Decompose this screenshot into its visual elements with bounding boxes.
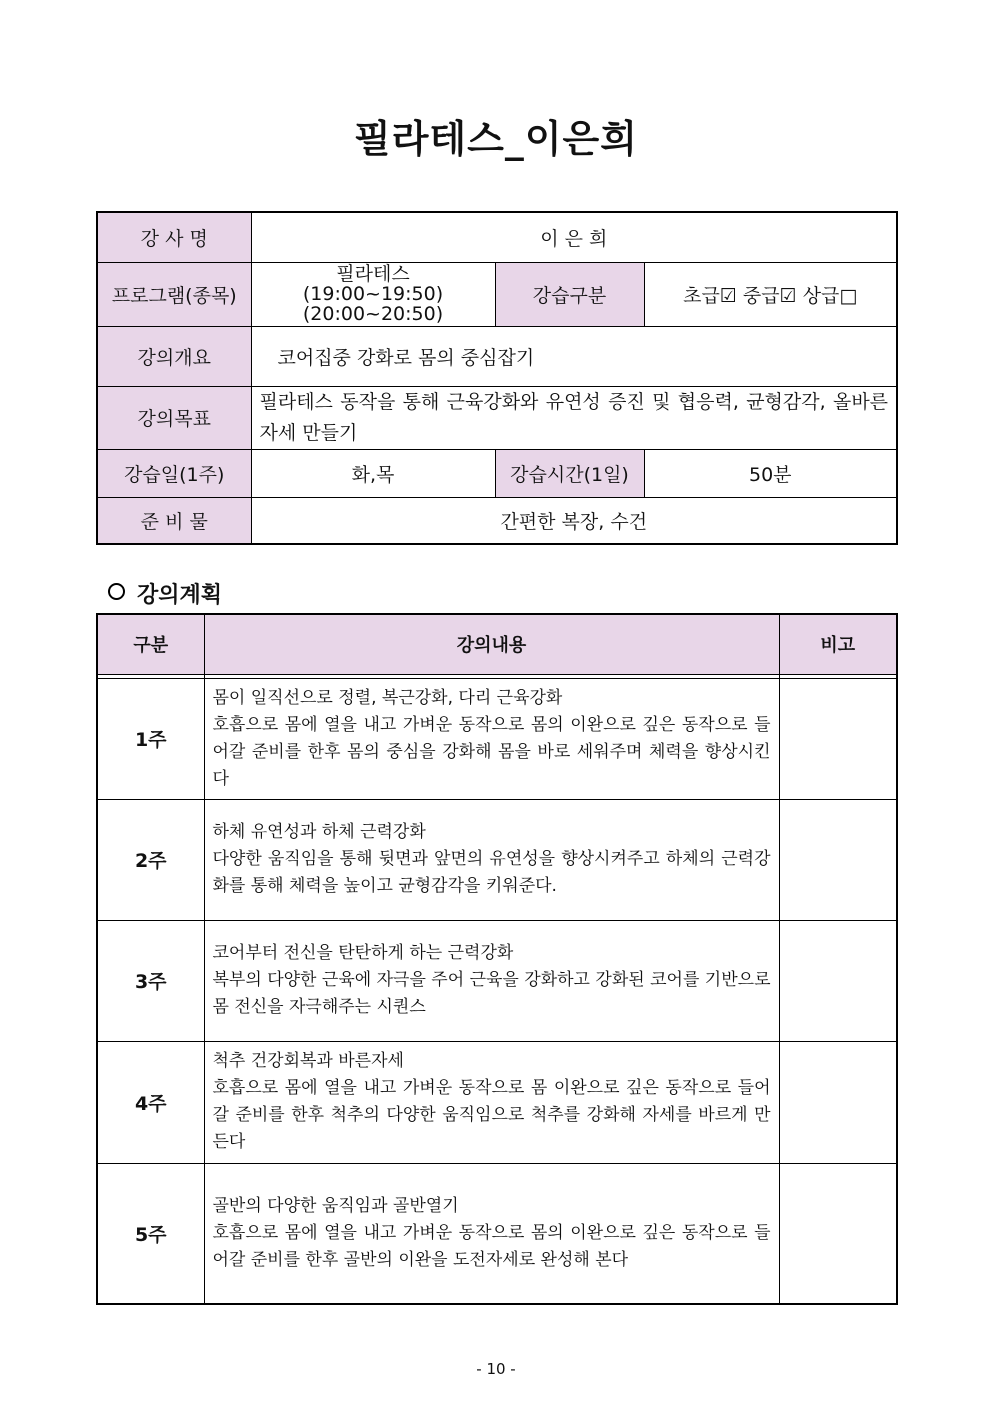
note-cell bbox=[779, 799, 897, 920]
table-row bbox=[97, 1041, 897, 1163]
level-label: 강습구분 bbox=[495, 262, 644, 326]
program-label: 프로그램(종목) bbox=[97, 262, 251, 326]
instructor-value: 이 은 희 bbox=[251, 212, 897, 262]
content-cell: 골반의 다양한 움직임과 골반열기 호흡으로 몸에 열을 내고 가벼운 동작으로 몸의 이완으로 깊은 동작으로 들어갈 준비를 한후 골반의 이완을 도전자세로 완성해 본다 bbox=[204, 1163, 779, 1304]
overview-value: 코어집중 강화로 몸의 중심잡기 bbox=[251, 326, 897, 386]
duration-label: 강습시간(1일) bbox=[495, 449, 644, 497]
plan-table bbox=[96, 613, 898, 1305]
table-row bbox=[97, 920, 897, 1041]
content-cell: 척추 건강회복과 바른자세 호흡으로 몸에 열을 내고 가벼운 동작으로 몸 이완으로 깊은 동작으로 들어갈 준비를 한후 척추의 다양한 움직임으로 척추를 강화해 자세를 바르게 만든다 bbox=[204, 1041, 779, 1163]
header-week: 구분 bbox=[97, 614, 204, 674]
week-cell: 2주 bbox=[97, 799, 204, 920]
program-name: 필라테스 bbox=[336, 263, 410, 285]
page-title: 필라테스_이은희 bbox=[354, 117, 638, 161]
week-cell: 5주 bbox=[97, 1163, 204, 1304]
program-time-1: (19:00~19:50) bbox=[302, 283, 444, 305]
table-row bbox=[97, 799, 897, 920]
note-cell bbox=[779, 678, 897, 799]
content-cell: 몸이 일직선으로 정렬, 복근강화, 다리 근육강화 호흡으로 몸에 열을 내고 가벼운 동작으로 몸의 이완으로 깊은 동작으로 들어갈 준비를 한후 몸의 중심을 강화해 몸을 바로 세워주며 체력을 향상시킨다 bbox=[204, 678, 779, 799]
overview-label: 강의개요 bbox=[97, 326, 251, 386]
note-cell bbox=[779, 1041, 897, 1163]
prep-label: 준 비 물 bbox=[97, 497, 251, 544]
level-value: 초급☑ 중급☑ 상급□ bbox=[644, 262, 897, 326]
circle-bullet-icon bbox=[108, 583, 125, 600]
table-row bbox=[97, 678, 897, 799]
instructor-label: 강 사 명 bbox=[97, 212, 251, 262]
page-number: - 10 - bbox=[476, 1360, 516, 1378]
goal-label: 강의목표 bbox=[97, 386, 251, 449]
content-cell: 코어부터 전신을 탄탄하게 하는 근력강화 복부의 다양한 근육에 자극을 주어 근육을 강화하고 강화된 코어를 기반으로 몸 전신을 자극해주는 시퀀스 bbox=[204, 920, 779, 1041]
program-time-2: (20:00~20:50) bbox=[302, 303, 444, 325]
goal-value: 필라테스 동작을 통해 근육강화와 유연성 증진 및 협응력, 균형감각, 올바른 자세 만들기 bbox=[251, 386, 897, 449]
table-row bbox=[97, 1163, 897, 1304]
note-cell bbox=[779, 920, 897, 1041]
content-cell: 하체 유연성과 하체 근력강화 다양한 움직임을 통해 뒷면과 앞면의 유연성을 향상시켜주고 하체의 근력강화를 통해 체력을 높이고 균형감각을 키워준다. bbox=[204, 799, 779, 920]
header-content: 강의내용 bbox=[204, 614, 779, 674]
note-cell bbox=[779, 1163, 897, 1304]
days-label: 강습일(1주) bbox=[97, 449, 251, 497]
prep-value: 간편한 복장, 수건 bbox=[251, 497, 897, 544]
header-note: 비고 bbox=[779, 614, 897, 674]
week-cell: 1주 bbox=[97, 678, 204, 799]
section-title: 강의계획 bbox=[137, 583, 223, 608]
program-value bbox=[251, 262, 495, 326]
duration-value: 50분 bbox=[644, 449, 897, 497]
week-cell: 4주 bbox=[97, 1041, 204, 1163]
info-table bbox=[96, 211, 898, 545]
days-value: 화,목 bbox=[251, 449, 495, 497]
section-heading bbox=[108, 578, 222, 609]
week-cell: 3주 bbox=[97, 920, 204, 1041]
